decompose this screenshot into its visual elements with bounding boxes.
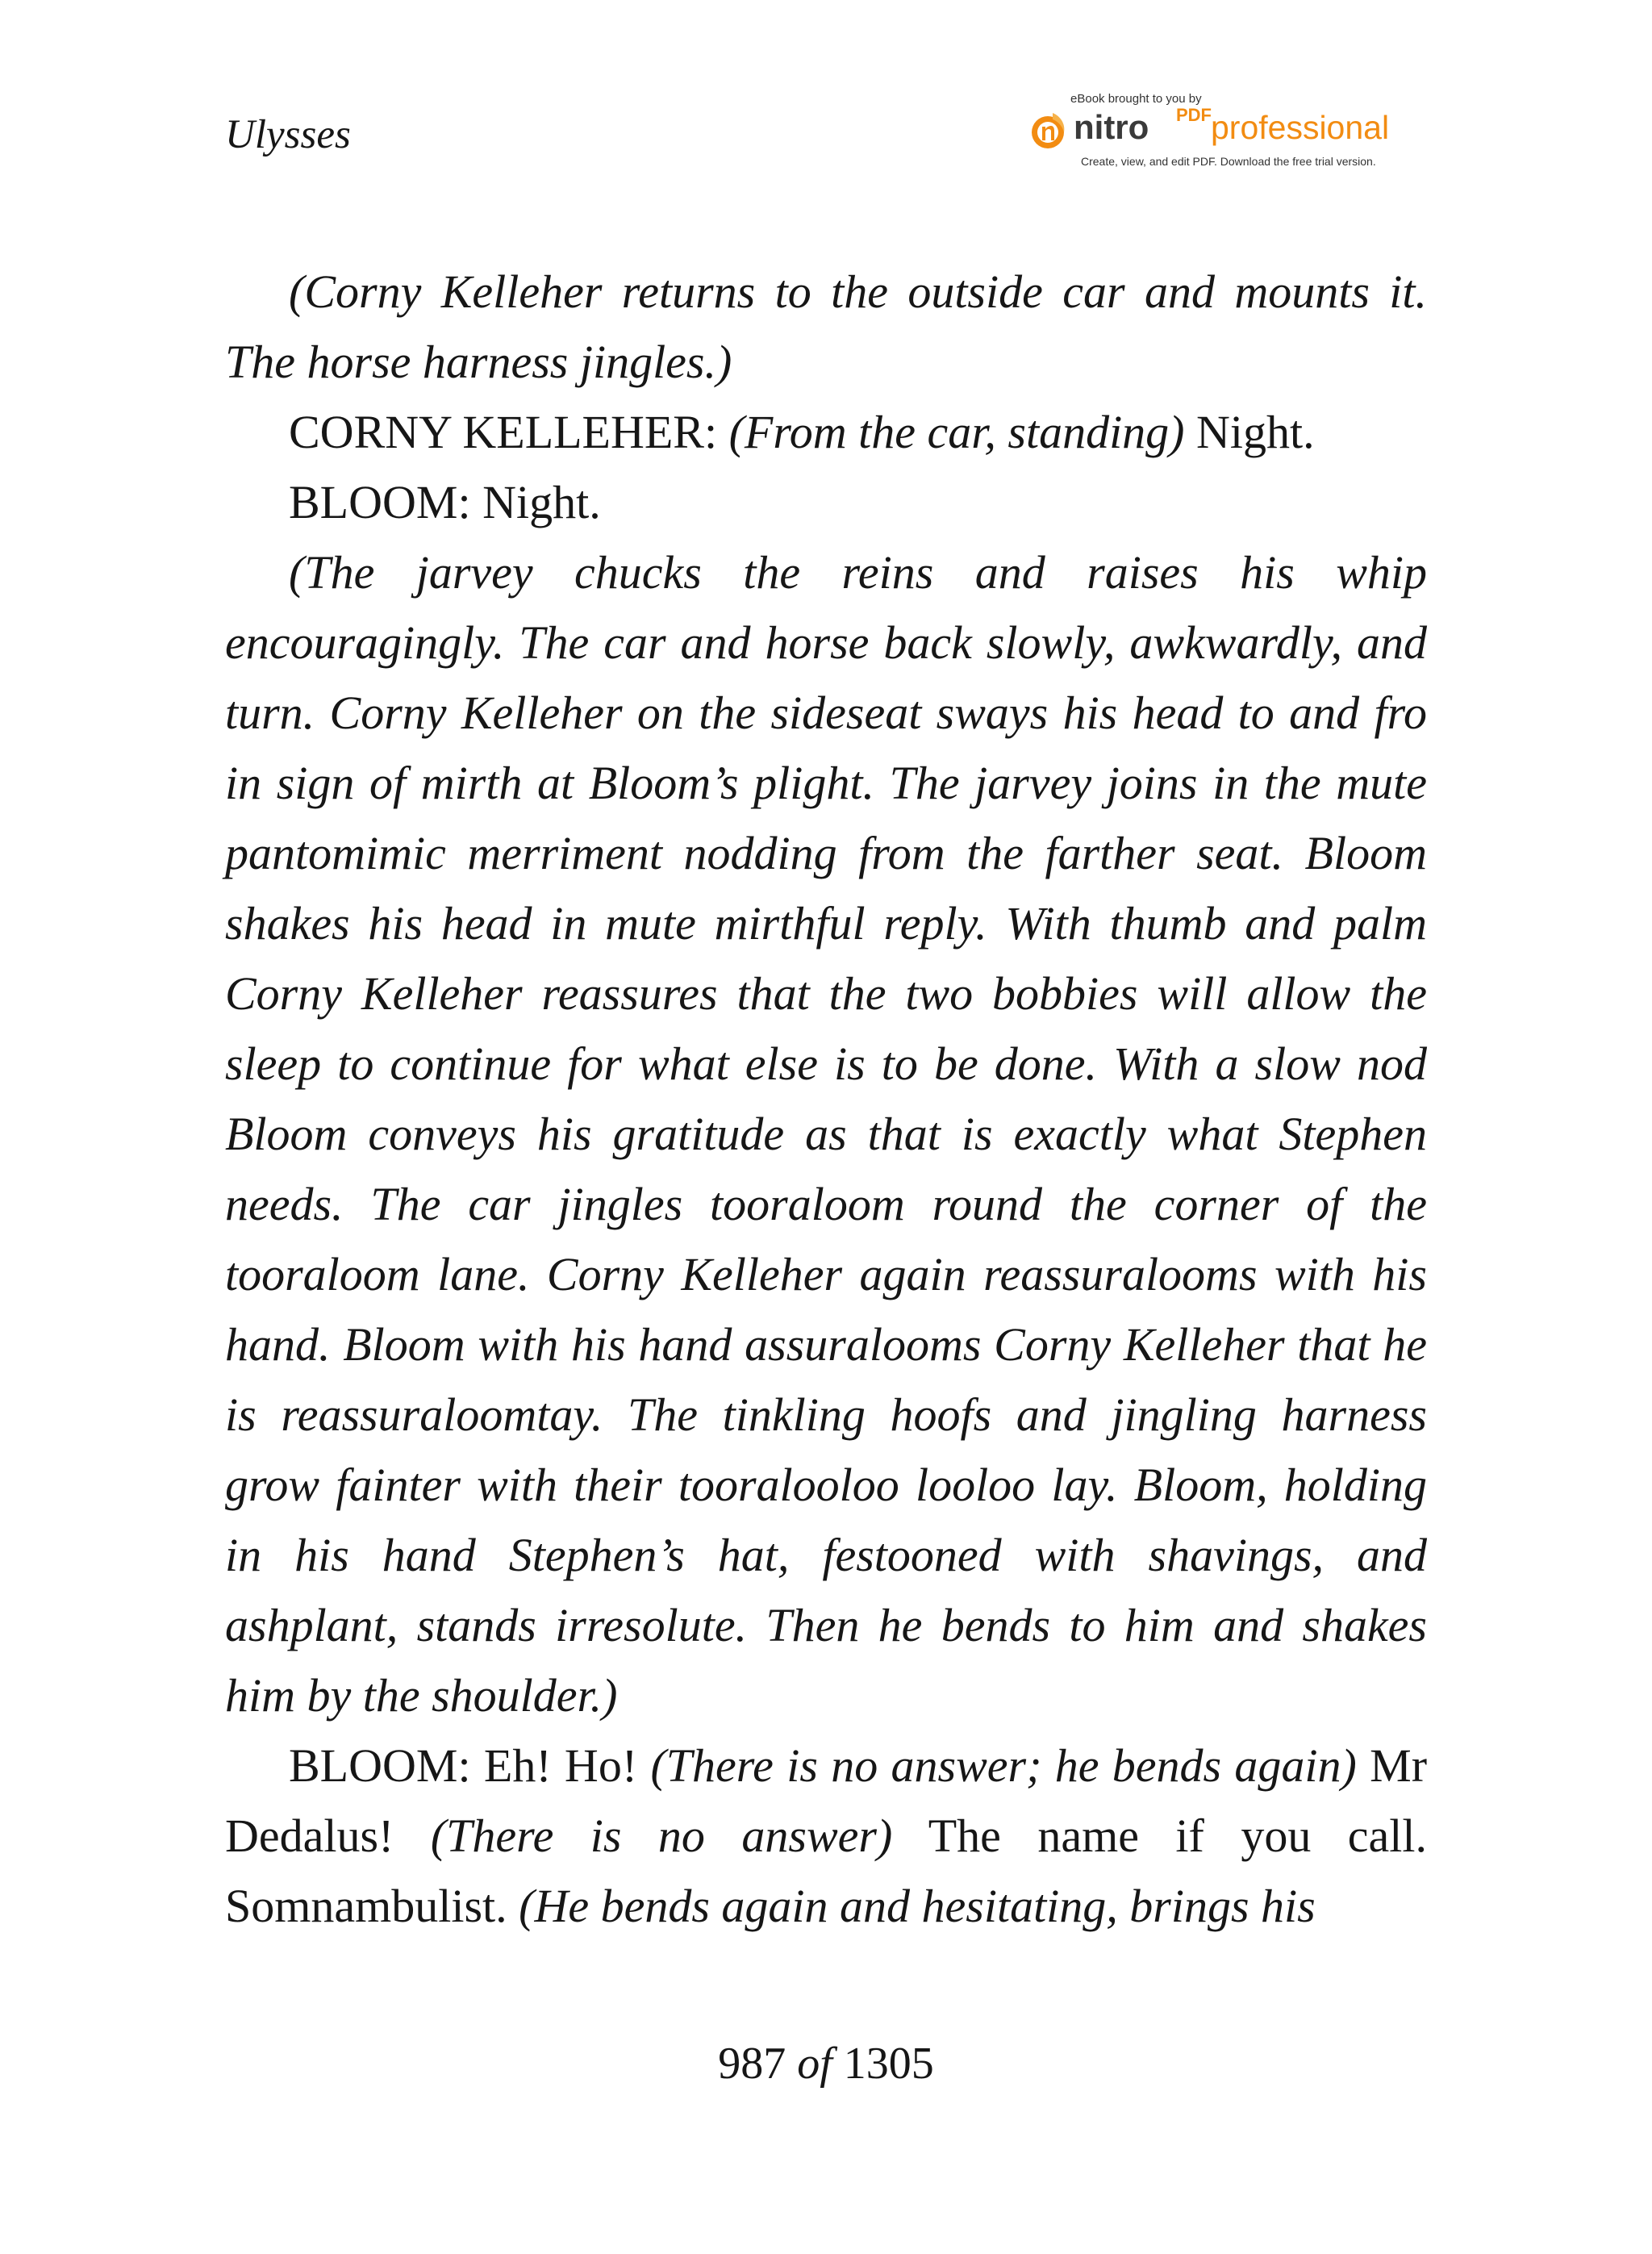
badge-brand-word: nitro: [1074, 108, 1149, 146]
dialogue-line: [225, 467, 1427, 537]
dialogue-line: [225, 397, 1427, 467]
badge-brand-superscript: PDF: [1176, 105, 1212, 125]
badge-tagline: Create, view, and edit PDF. Download the free trial version.: [1081, 155, 1376, 168]
stage-direction-paragraph: (The jarvey chucks the reins and raises his whip encouragingly. The car and horse back slowly, awkwardly, and turn. Corny Kelleher on the sideseat sways his head to and fro in sign of mirth at Bloom’s plight. The jarvey joins in the mute pantomimic merriment nodding from the farther seat. Bloom shakes his head in mute mirthful reply. With thumb and palm Corny Kelleher reassures that the two bobbies will allow the sleep to continue for what else is to be done. With a slow nod Bloom conveys his gratitude as that is exactly what Stephen needs. The car jingles tooraloom round the corner of the tooraloom lane. Corny Kelleher again reassuralooms with his hand. Bloom with his hand assuralooms Corny Kelleher that he is reassuraloomtay. The tinkling hoofs and jingling harness grow fainter with their tooralooloo looloo lay. Bloom, holding in his hand Stephen’s hat, festooned with shavings, and ashplant, stands irresolute. Then he bends to him and shakes him by the shoulder.): [225, 546, 1427, 1722]
nitro-pdf-badge[interactable]: [1028, 90, 1416, 171]
stage-direction: (There is no answer): [430, 1809, 893, 1862]
speech-text: Night.: [1196, 406, 1315, 458]
page-of-label: of: [797, 2039, 832, 2089]
stage-direction: (From the car, standing): [728, 406, 1185, 458]
nitro-flame-logo-icon: [1028, 108, 1070, 150]
speaker-name: CORNY KELLEHER:: [289, 406, 718, 458]
page-total: 1305: [843, 2039, 934, 2089]
running-title: Ulysses: [225, 112, 351, 157]
stage-direction-paragraph: (Corny Kelleher returns to the outside car and mounts it. The horse harness jingles.): [225, 265, 1427, 388]
speaker-name: BLOOM:: [289, 1739, 471, 1792]
speech-text: The name if you call. Somnambulist.: [225, 1809, 1427, 1932]
speech-text: Eh! Ho!: [483, 1739, 638, 1792]
badge-brand-edition: professional: [1211, 109, 1390, 146]
dialogue-line: [225, 1730, 1427, 1941]
stage-direction: (He bends again and hesitating, brings his: [519, 1880, 1316, 1932]
speech-text: Mr Dedalus!: [225, 1739, 1428, 1862]
page-body: [225, 257, 1427, 1941]
badge-top-line: eBook brought to you by: [1070, 92, 1202, 106]
speech-text: Night.: [482, 476, 601, 528]
speaker-name: BLOOM:: [289, 476, 471, 528]
page-current: 987: [718, 2039, 786, 2089]
stage-direction: (There is no answer; he bends again): [650, 1739, 1357, 1792]
page-number: [0, 2035, 1652, 2092]
